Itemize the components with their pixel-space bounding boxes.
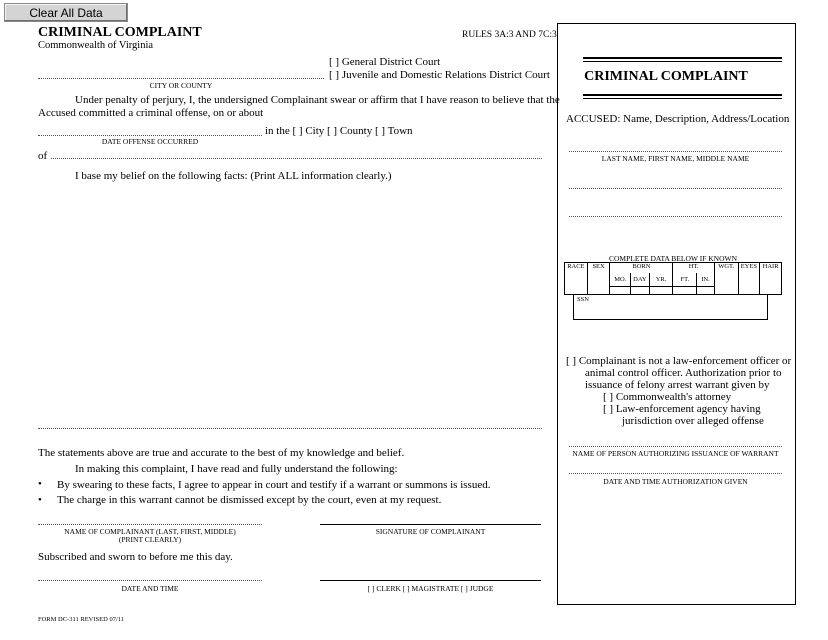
panel-title-rule-bottom	[583, 94, 782, 99]
facts-instruction: I base my belief on the following facts: (Print ALL information clearly.)	[75, 170, 392, 182]
location-field[interactable]	[51, 158, 542, 159]
authorizer-name-label: NAME OF PERSON AUTHORIZING ISSUANCE OF WARRANT	[572, 449, 779, 458]
accused-address-line1[interactable]	[569, 188, 782, 189]
of-label: of	[38, 150, 48, 162]
sex-cell[interactable]: SEX	[587, 263, 610, 295]
date-offense-field[interactable]	[38, 135, 262, 136]
height-header: HT.	[673, 263, 714, 273]
form-title: CRIMINAL COMPLAINT	[38, 25, 202, 40]
commonwealth-attorney-checkbox[interactable]: [ ] Commonwealth's attorney	[603, 391, 732, 403]
born-day-cell[interactable]: DAY	[631, 273, 650, 287]
complete-data-label: COMPLETE DATA BELOW IF KNOWN	[608, 254, 737, 263]
jurisdiction-type-checkboxes[interactable]: in the [ ] City [ ] County [ ] Town	[265, 125, 413, 137]
general-district-court-checkbox[interactable]: [ ] General District Court	[329, 56, 441, 68]
law-enforcement-agency-checkbox[interactable]: [ ] Law-enforcement agency having	[603, 403, 761, 415]
juvenile-court-checkbox[interactable]: [ ] Juvenile and Domestic Relations District Court	[329, 69, 550, 81]
born-month-cell[interactable]: MO.	[610, 273, 631, 287]
not-officer-checkbox[interactable]: [ ] Complainant is not a law-enforcement officer or	[566, 355, 792, 367]
not-officer-text-line2: animal control officer. Authorization prior to	[585, 367, 782, 379]
facts-bottom-line	[38, 428, 542, 429]
officer-signature-line[interactable]	[320, 580, 541, 581]
complainant-name-field[interactable]	[38, 524, 262, 525]
form-subtitle: Commonwealth of Virginia	[38, 40, 154, 51]
born-year-cell[interactable]: YR.	[649, 273, 673, 287]
ssn-label: SSN	[577, 296, 589, 303]
rules-reference: RULES 3A:3 AND 7C:3	[462, 30, 557, 40]
panel-title-rule-top	[583, 57, 782, 62]
authorizer-name-field[interactable]	[569, 446, 782, 447]
ssn-field[interactable]	[573, 294, 768, 320]
born-header: BORN	[610, 263, 673, 273]
bullet-appear-in-court: By swearing to these facts, I agree to appear in court and testify if a warrant or summons is issued.	[57, 479, 491, 491]
clear-all-data-button[interactable]: Clear All Data	[4, 3, 128, 22]
signature-line[interactable]	[320, 524, 541, 525]
understand-statement: In making this complaint, I have read and fully understand the following:	[75, 463, 398, 475]
race-cell[interactable]: RACE	[565, 263, 588, 295]
accused-address-line2[interactable]	[569, 216, 782, 217]
complainant-name-label: NAME OF COMPLAINANT (LAST, FIRST, MIDDLE)	[64, 527, 236, 536]
bullet-charge-not-dismissed: The charge in this warrant cannot be dismissed except by the court, even at my request.	[57, 494, 442, 506]
officer-options[interactable]: [ ] CLERK [ ] MAGISTRATE [ ] JUDGE	[367, 584, 494, 593]
authorization-date-label: DATE AND TIME AUTHORIZATION GIVEN	[603, 477, 748, 486]
oath-text-line1: Under penalty of perjury, I, the undersigned Complainant swear or affirm that I have reason to believe that the	[75, 94, 560, 106]
accused-name-field[interactable]	[569, 151, 782, 152]
hair-cell[interactable]: HAIR	[760, 263, 782, 295]
date-time-field[interactable]	[38, 580, 262, 581]
accused-name-label: LAST NAME, FIRST NAME, MIDDLE NAME	[601, 154, 750, 163]
form-number: FORM DC-311 REVISED 07/11	[38, 616, 125, 623]
eyes-cell[interactable]: EYES	[738, 263, 760, 295]
weight-cell[interactable]: WGT.	[714, 263, 738, 295]
date-offense-label: DATE OFFENSE OCCURRED	[101, 137, 199, 146]
agency-text-line2: jurisdiction over alleged offense	[622, 415, 764, 427]
height-feet-cell[interactable]: FT.	[673, 273, 697, 287]
bullet-marker: •	[38, 494, 42, 506]
facts-textarea[interactable]	[38, 186, 542, 426]
date-time-label: DATE AND TIME	[121, 584, 179, 593]
true-statement: The statements above are true and accurate to the best of my knowledge and belief.	[38, 447, 405, 459]
bullet-marker: •	[38, 478, 42, 490]
city-county-field[interactable]	[38, 78, 324, 79]
not-officer-text-line3: issuance of felony arrest warrant given by	[585, 379, 770, 391]
authorization-date-field[interactable]	[569, 473, 782, 474]
city-county-label: CITY OR COUNTY	[149, 81, 213, 90]
accused-heading: ACCUSED: Name, Description, Address/Location	[566, 113, 790, 125]
signature-label: SIGNATURE OF COMPLAINANT	[375, 527, 486, 536]
subscribed-statement: Subscribed and sworn to before me this day.	[38, 551, 233, 563]
oath-text-line2: Accused committed a criminal offense, on or about	[38, 107, 264, 119]
panel-title: CRIMINAL COMPLAINT	[584, 69, 748, 84]
print-clearly-label: (PRINT CLEARLY)	[118, 535, 182, 544]
description-table	[564, 262, 782, 295]
height-inches-cell[interactable]: IN.	[697, 273, 715, 287]
